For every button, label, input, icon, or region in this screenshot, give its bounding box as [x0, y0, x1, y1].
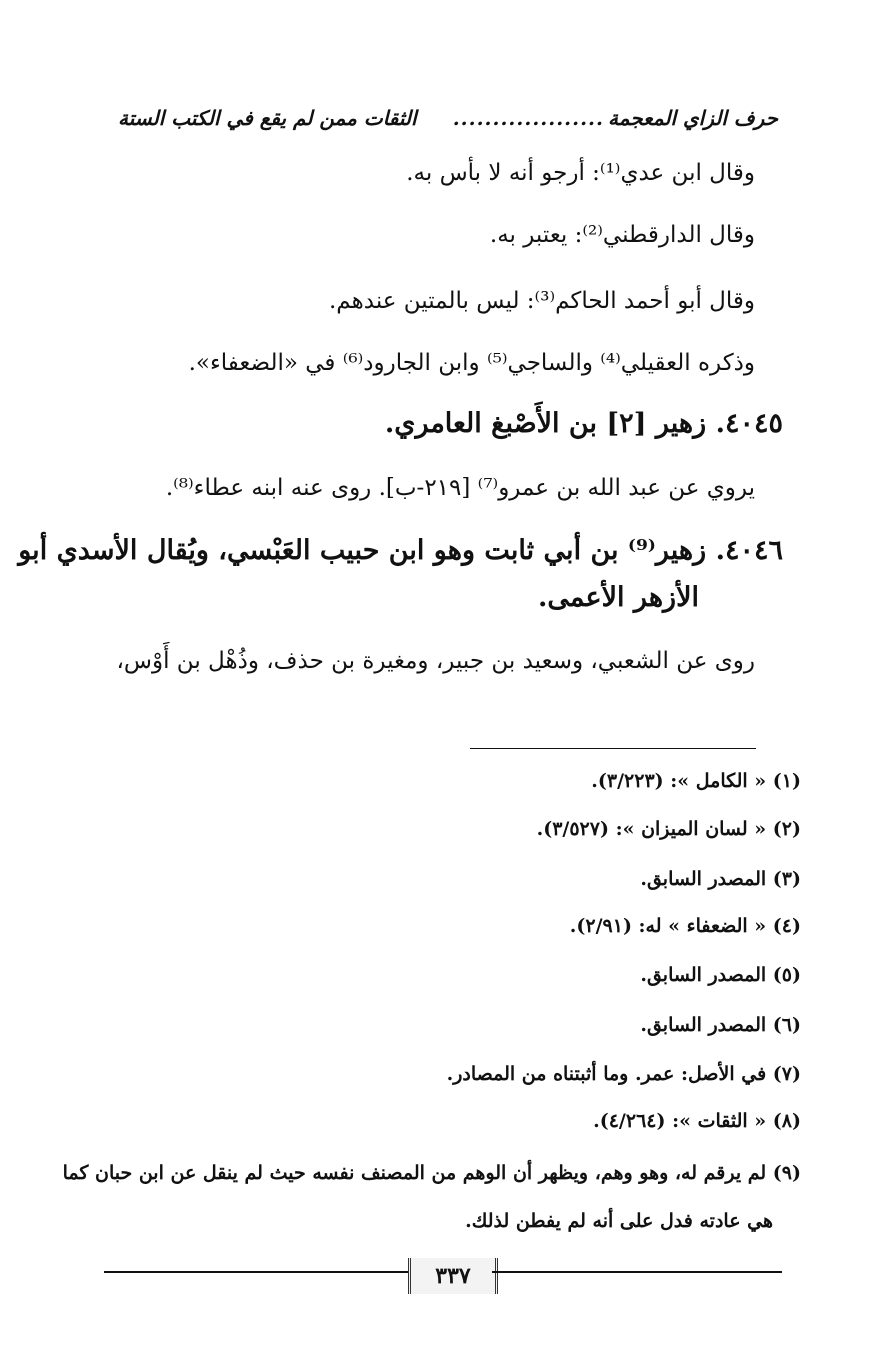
footnote: (٤) « الضعفاء » له: (٢/٩١).: [569, 915, 801, 937]
body-line: روى عن الشعبي، وسعيد بن جبير، ومغيرة بن حذف، وذُهْل بن أَوْس،: [116, 648, 755, 674]
footnote: (٩) لم يرقم له، وهو وهم، ويظهر أن الوهم من المصنف نفسه حيث لم ينقل عن ابن حبان كما: [62, 1162, 801, 1184]
footnote: (٧) في الأصل: عمر. وما أثبتناه من المصادر.: [446, 1063, 801, 1085]
entry-heading: ٤٠٤٥. زهير [٢] بن الأَصْبغ العامري.: [384, 408, 783, 439]
footnote: (٢) « لسان الميزان »: (٣/٥٢٧).: [536, 818, 801, 840]
footnote: (٨) « الثقات »: (٤/٢٦٤).: [593, 1110, 801, 1132]
footnote: (٣) المصدر السابق.: [640, 868, 801, 890]
footer-rule-right: [492, 1271, 782, 1273]
body-line: وذكره العقيلي⁽⁴⁾ والساجي⁽⁵⁾ وابن الجارود⁽⁶⁾ في «الضعفاء».: [188, 350, 755, 376]
header-dots: ...................: [452, 106, 604, 130]
footnote-continuation: هي عادته فدل على أنه لم يفطن لذلك.: [465, 1210, 773, 1232]
footnote: (٥) المصدر السابق.: [640, 964, 801, 986]
entry-heading: ٤٠٤٦. زهير⁽⁹⁾ بن أبي ثابت وهو ابن حبيب العَبْسي، ويُقال الأسدي أبو: [18, 535, 783, 566]
footer-rule-left: [104, 1271, 408, 1273]
body-line: وقال أبو أحمد الحاكم⁽³⁾: ليس بالمتين عندهم.: [329, 288, 755, 314]
body-line: يروي عن عبد الله بن عمرو⁽⁷⁾ [٢١٩-ب]. روى عنه ابنه عطاء⁽⁸⁾.: [165, 475, 755, 501]
footnote: (١) « الكامل »: (٣/٢٢٣).: [591, 770, 801, 792]
header-chapter: حرف الزاي المعجمة: [607, 106, 778, 130]
entry-heading-continuation: الأزهر الأعمى.: [538, 582, 699, 613]
body-line: وقال ابن عدي⁽¹⁾: أرجو أنه لا بأس به.: [406, 160, 755, 186]
body-line: وقال الدارقطني⁽²⁾: يعتبر به.: [489, 222, 755, 248]
page-number: ٣٣٧: [408, 1258, 498, 1294]
running-header: [118, 98, 778, 138]
header-book-title: الثقات ممن لم يقع في الكتب الستة: [118, 106, 417, 130]
footnote: (٦) المصدر السابق.: [640, 1014, 801, 1036]
footnote-separator: [470, 748, 756, 749]
